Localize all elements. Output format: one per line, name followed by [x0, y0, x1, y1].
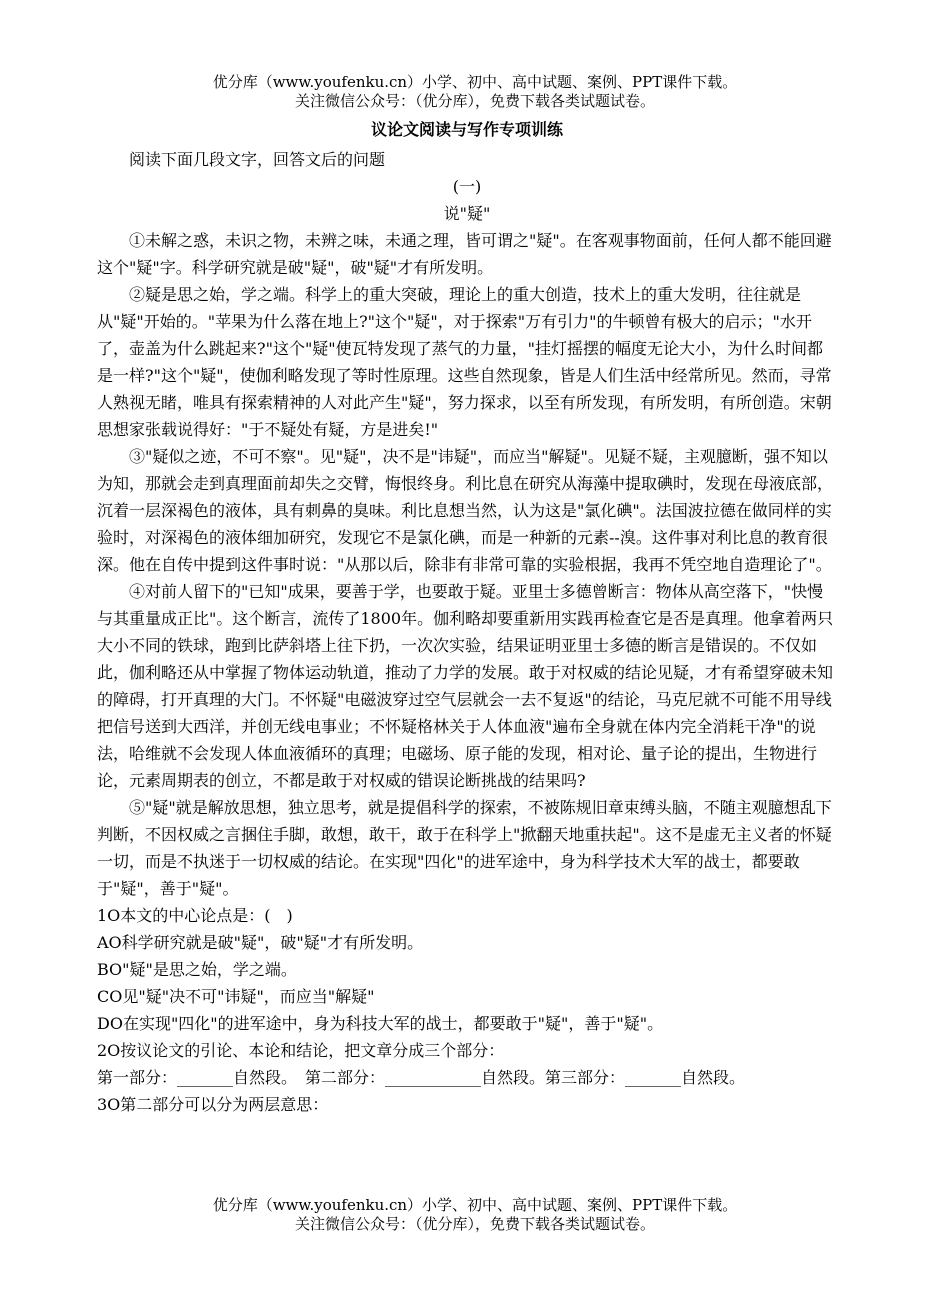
- option-d: DO在实现"四化"的进军途中，身为科技大军的战士，都要敢于"疑"，善于"疑"。: [97, 1014, 664, 1033]
- instruction: 阅读下面几段文字，回答文后的问题: [129, 150, 386, 169]
- option-a: AO科学研究就是破"疑"，破"疑"才有所发明。: [97, 933, 424, 952]
- paragraph-4: ④对前人留下的"已知"成果，要善于学，也要敢于疑。亚里士多德曾断言：物体从高空落下，"快慢与其重量成正比"。这个断言，流传了1800年。伽利略却要重新用实践再检查它是否是真理。他拿着两只大小不同的铁球，跑到比萨斜塔上往下扔，一次次实验，结果证明亚里士多德的断言是错误的。不仅如此，伽利略还从中掌握了物体运动轨道，推动了力学的发展。敢于对权威的结论见疑，才有希望穿破未知的障碍，打开真理的大门。不怀疑"电磁波穿过空气层就会一去不复返"的结论，马克尼就不可能不用导线把信号送到大西洋，并创无线电事业；不怀疑格林关于人体血液"遍布全身就在体内完全消耗干净"的说法，哈维就不会发现人体血液循环的真理；电磁场、原子能的发现，相对论、量子论的提出，生物进行论，元素周期表的创立，不都是敢于对权威的错误论断挑战的结果吗?: [97, 582, 834, 790]
- paragraph-1: ①未解之惑，未识之物，未辨之味，未通之理，皆可谓之"疑"。在客观事物面前，任何人都不能回避这个"疑"字。科学研究就是破"疑"，破"疑"才有所发明。: [97, 231, 832, 277]
- paragraph-3: ③"疑似之迹，不可不察"。见"疑"，决不是"讳疑"，而应当"解疑"。见疑不疑，主观臆断，强不知以为知，那就会走到真理面前却失之交臂，悔恨终身。利比息在研究从海藻中提取碘时，发现在母液底部，沉着一层深褐色的液体，具有刺鼻的臭味。利比息想当然，认为这是"氯化碘"。法国波拉德在做同样的实验时，对深褐色的液体细加研究，发现它不是氯化碘，而是一种新的元素--溴。这件事对利比息的教育很深。他在自传中提到这件事时说："从那以后，除非有非常可靠的实验根据，我再不凭空地自造理论了"。: [97, 447, 834, 574]
- essay-title: 说"疑": [443, 204, 491, 223]
- header-line-2: 关注微信公众号：（优分库），免费下载各类试题试卷。: [294, 92, 655, 110]
- question-3: 3O第二部分可以分为两层意思：: [97, 1095, 329, 1114]
- paragraph-5: ⑤"疑"就是解放思想，独立思考，就是提倡科学的探索，不被陈规旧章束缚头脑，不随主观臆想乱下判断，不因权威之言捆住手脚，敢想，敢干，敢于在科学上"掀翻天地重扶起"。这不是虚无主义者的怀疑一切，而是不执迷于一切权威的结论。在实现"四化"的进军途中，身为科学技术大军的战士，都要敢于"疑"，善于"疑"。: [97, 798, 832, 898]
- option-c: CO见"疑"决不可"讳疑"，而应当"解疑": [97, 987, 375, 1006]
- question-2-blanks: 第一部分：_______自然段。 第二部分：____________自然段。第三部分：_______自然段。: [97, 1068, 746, 1087]
- header-line-1: 优分库（www.youfenku.cn）小学、初中、高中试题、案例、PPT课件下载。: [212, 73, 738, 91]
- section-number: (一): [452, 177, 482, 196]
- paragraph-2: ②疑是思之始，学之端。科学上的重大突破，理论上的重大创造，技术上的重大发明，往往就是从"疑"开始的。"苹果为什么落在地上?"这个"疑"，对于探索"万有引力"的牛顿曾有极大的启示；"水开了，壶盖为什么跳起来?"这个"疑"使瓦特发现了蒸气的力量，"挂灯摇摆的幅度无论大小，为什么时间都是一样?"这个"疑"，使伽利略发现了等时性原理。这些自然现象，皆是人们生活中经常所见。然而，寻常人熟视无睹，唯具有探索精神的人对此产生"疑"，努力探求，以至有所发现，有所发明，有所创造。宋朝思想家张载说得好："于不疑处有疑，方是进矣!": [97, 285, 832, 439]
- footer-line-1: 优分库（www.youfenku.cn）小学、初中、高中试题、案例、PPT课件下载。: [212, 1196, 738, 1214]
- question-2: 2O按议论文的引论、本论和结论，把文章分成三个部分：: [97, 1041, 505, 1060]
- document-body: [97, 118, 837, 1118]
- option-b: BO"疑"是思之始，学之端。: [97, 960, 297, 979]
- document-title: 议论文阅读与写作专项训练: [370, 120, 563, 139]
- question-1: 1O本文的中心论点是：( ): [97, 906, 293, 925]
- footer-line-2: 关注微信公众号：（优分库），免费下载各类试题试卷。: [294, 1215, 655, 1233]
